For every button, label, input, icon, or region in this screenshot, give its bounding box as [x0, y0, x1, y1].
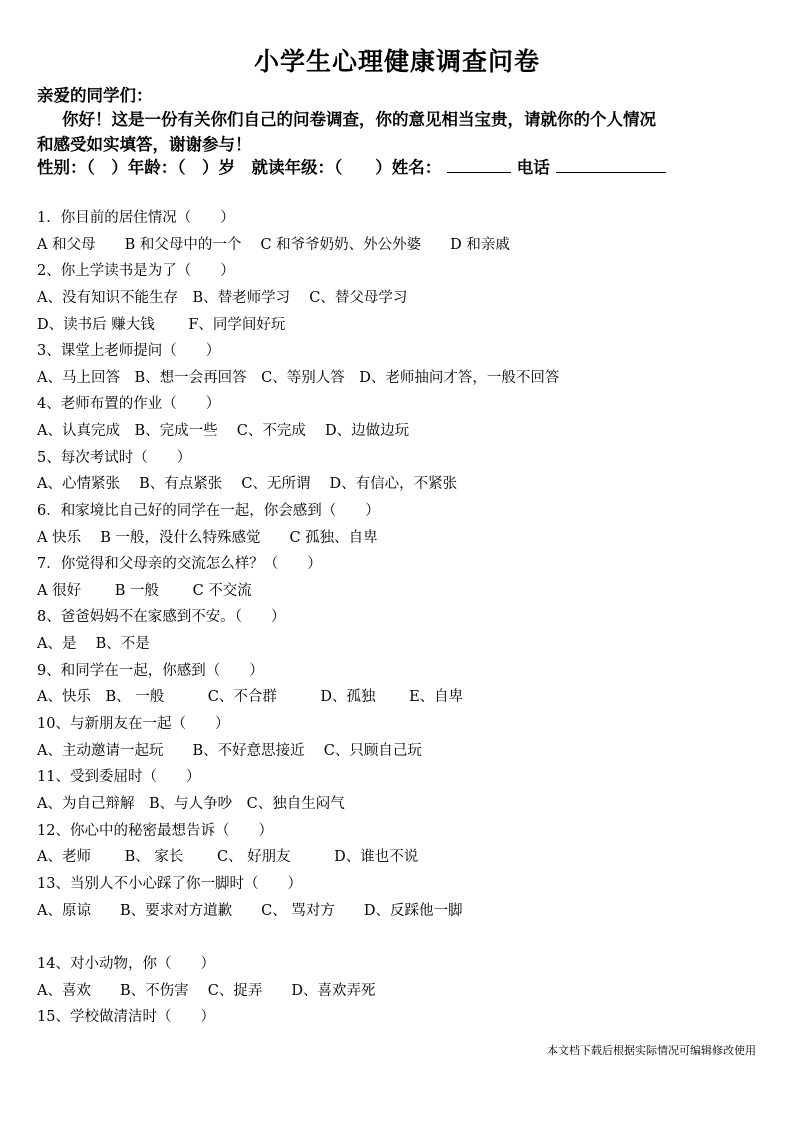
question-10: 10、与新朋友在一起（ ） — [37, 716, 230, 732]
intro-paragraph-line-2: 和感受如实填答，谢谢参与！ — [37, 135, 252, 154]
question-9: 9、和同学在一起，你感到（ ） — [37, 663, 264, 679]
options-9: A、快乐 B、 一般 C、不合群 D、孤独 E、自卑 — [37, 689, 464, 705]
question-7: 7．你觉得和父母亲的交流怎么样？（ ） — [37, 556, 322, 572]
question-14: 14、对小动物，你（ ） — [37, 956, 215, 972]
options-2b: D、读书后 赚大钱 F、同学间好玩 — [37, 317, 286, 333]
options-13: A、原谅 B、要求对方道歉 C、 骂对方 D、反踩他一脚 — [37, 903, 463, 919]
intro-paragraph-line-1: 你好！这是一份有关你们自己的问卷调查，你的意见相当宝贵，请就你的个人情况 — [62, 110, 656, 129]
question-12: 12、你心中的秘密最想告诉（ ） — [37, 823, 273, 839]
phone-label: 电话 — [516, 158, 550, 177]
question-11: 11、受到委屈时（ ） — [37, 769, 201, 785]
phone-blank[interactable] — [556, 156, 666, 173]
personal-info-row — [37, 154, 759, 178]
name-blank[interactable] — [447, 156, 511, 173]
options-1: A 和父母 B 和父母中的一个 C 和爷爷奶奶、外公外婆 D 和亲戚 — [37, 237, 510, 253]
options-4: A、认真完成 B、完成一些 C、不完成 D、边做边玩 — [37, 423, 410, 439]
options-11: A、为自己辩解 B、与人争吵 C、独自生闷气 — [37, 796, 345, 812]
options-7: A 很好 B 一般 C 不交流 — [37, 583, 252, 599]
options-12: A、老师 B、 家长 C、 好朋友 D、谁也不说 — [37, 849, 419, 865]
options-6: A 快乐 B 一般，没什么特殊感觉 C 孤独、自卑 — [37, 530, 378, 546]
question-3: 3、课堂上老师提问（ ） — [37, 343, 221, 359]
intro-greeting: 亲爱的同学们： — [37, 86, 153, 105]
options-14: A、喜欢 B、不伤害 C、捉弄 D、喜欢弄死 — [37, 983, 376, 999]
question-2: 2、你上学读书是为了（ ） — [37, 263, 235, 279]
footer-note: 本文档下载后根据实际情况可编辑修改使用 — [547, 1044, 756, 1057]
question-1: 1．你目前的居住情况（ ） — [37, 210, 235, 226]
options-10: A、主动邀请一起玩 B、不好意思接近 C、只顾自己玩 — [37, 743, 422, 759]
question-4: 4、老师布置的作业（ ） — [37, 396, 221, 412]
personal-info-fields: 性别：（ ）年龄：（ ）岁 就读年级：（ ）姓名： — [37, 158, 442, 177]
question-8: 8、爸爸妈妈不在家感到不安。（ ） — [37, 609, 286, 625]
page-title: 小学生心理健康调查问卷 — [253, 47, 540, 76]
options-8: A、是 B、不是 — [37, 636, 150, 652]
question-13: 13、当别人不小心踩了你一脚时（ ） — [37, 876, 302, 892]
options-3: A、马上回答 B、想一会再回答 C、等别人答 D、老师抽问才答，一般不回答 — [37, 370, 560, 386]
question-15: 15、学校做清洁时（ ） — [37, 1009, 215, 1025]
options-5: A、心情紧张 B、有点紧张 C、无所谓 D、有信心，不紧张 — [37, 476, 458, 492]
question-5: 5、每次考试时（ ） — [37, 450, 192, 466]
options-2a: A、没有知识不能生存 B、替老师学习 C、替父母学习 — [37, 290, 408, 306]
question-6: 6．和家境比自己好的同学在一起，你会感到（ ） — [37, 503, 380, 519]
